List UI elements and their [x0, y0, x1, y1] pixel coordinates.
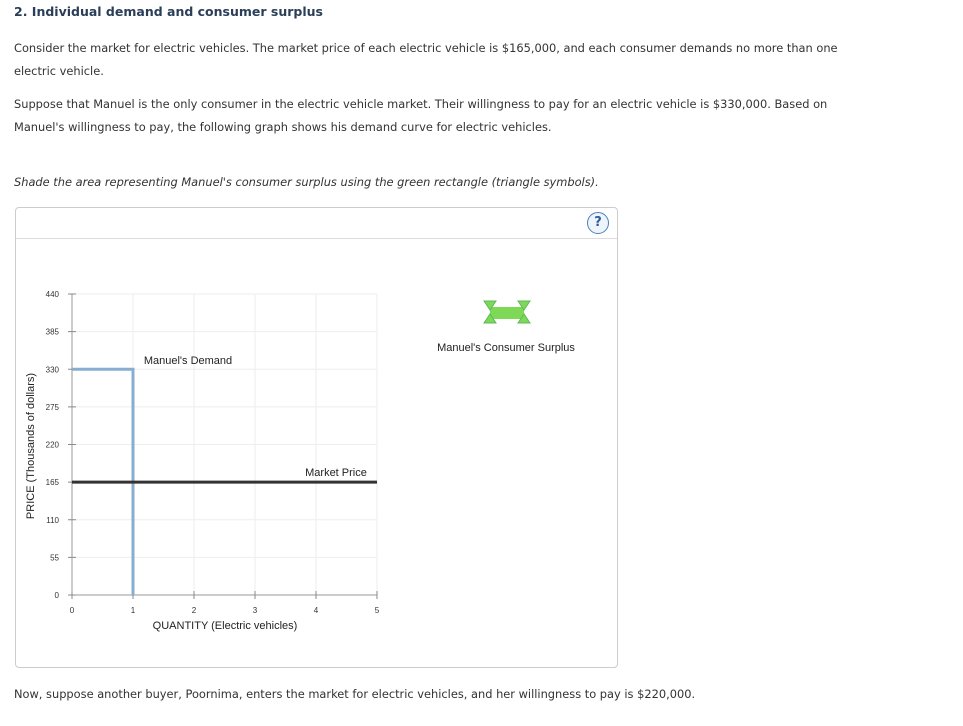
y-axis-title: PRICE (Thousands of dollars)	[25, 372, 37, 520]
footer-paragraph: Now, suppose another buyer, Poornima, enters the market for electric vehicles, and her willingness to pay is $220,000.	[14, 687, 696, 701]
demand-chart	[16, 208, 617, 667]
chart-grid	[72, 294, 377, 595]
y-tick-label: 440	[45, 290, 59, 299]
x-tick-label: 1	[130, 606, 136, 615]
chart-axes	[46, 290, 380, 615]
y-tick-label: 330	[45, 365, 59, 375]
help-button[interactable]: ?	[587, 212, 609, 234]
x-tick-label: 0	[69, 606, 75, 615]
x-tick-label: 3	[252, 606, 258, 615]
x-tick-label: 2	[191, 606, 197, 615]
manuel-paragraph: Suppose that Manuel is the only consumer in the electric vehicle market. Their willingness to pay for an electric vehicle is $330,000. Based on Manuel's willingness to pay, the following graph shows his demand curve for electric vehicles.	[14, 97, 828, 134]
y-tick-label: 165	[45, 478, 59, 488]
legend-label-consumer-surplus: Manuel's Consumer Surplus	[437, 342, 575, 354]
consumer-surplus-tool[interactable]	[484, 301, 530, 323]
market-price-label: Market Price	[305, 467, 367, 479]
intro-paragraph: Consider the market for electric vehicles. The market price of each electric vehicle is $165,000, and each consumer demands no more than one electric vehicle.	[14, 41, 838, 78]
y-tick-label: 0	[54, 591, 59, 600]
x-tick-label: 4	[313, 606, 319, 615]
y-tick-label: 220	[45, 440, 59, 450]
demand-curve-label: Manuel's Demand	[143, 355, 233, 367]
chart-series	[72, 369, 377, 595]
x-tick-label: 5	[374, 606, 380, 615]
y-tick-label: 55	[50, 553, 59, 563]
section-heading: 2. Individual demand and consumer surplus	[14, 4, 323, 19]
graph-panel	[15, 207, 618, 668]
y-tick-label: 110	[46, 515, 59, 525]
y-tick-label: 385	[45, 327, 59, 337]
y-tick-label: 275	[45, 402, 59, 412]
x-axis-title: QUANTITY (Electric vehicles)	[152, 620, 298, 632]
instruction-text: Shade the area representing Manuel's consumer surplus using the green rectangle (triangle symbols).	[14, 175, 599, 189]
